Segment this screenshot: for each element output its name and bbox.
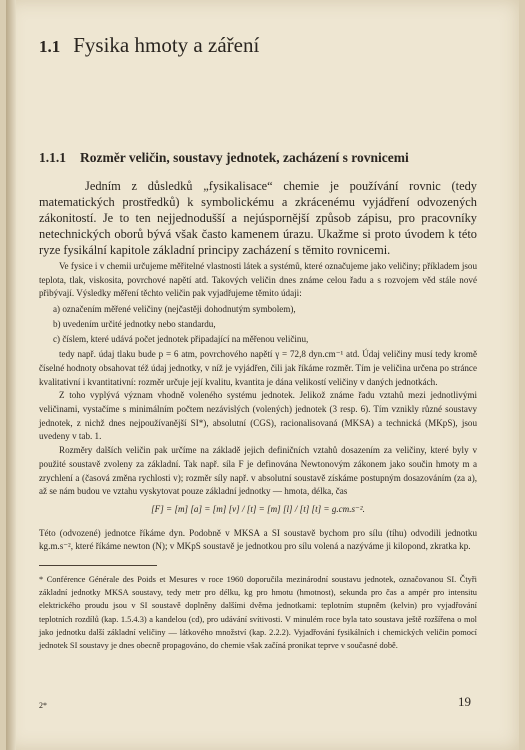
section-number: 1.1.1 xyxy=(39,150,66,165)
main-text xyxy=(39,260,477,554)
chapter-title: Fysika hmoty a záření xyxy=(73,33,260,57)
signature-mark: 2* xyxy=(39,701,47,710)
footnote-rule xyxy=(39,565,157,566)
page-spine-shadow xyxy=(6,0,16,750)
book-page xyxy=(6,0,519,750)
footnote-text: * Conférence Générale des Poids et Mesures v roce 1960 doporučila mezinárodní soustavu jednotek, označovanou SI. Čtyři základní jednotky MKSA soustavy, tedy metr pro délku, kg pro hmotu (hmotnost), sekunda pro čas a ampér pro intensitu elektrického proudu jsou v SI soustavě doplněny dalšími dvěma jednotkami: teplotním stupněm (kelvin) pro vyjadřování teplotních rozdílů (kap. 1.5.4.3) a kandelou (cd), pro udávání svítivosti. V minulém roce byla tato soustava ještě rozšířena o mol jako jednotku další základní veličiny — látkového množství (kap. 2.2.2). Vyjadřování fysikálních i chemických veličin pomocí jednotek SI soustavy je dnes obecně propagováno, do chemie však začíná pronikat teprve v současné době. xyxy=(39,575,477,651)
paragraph-dyn: Této (odvozené) jednotce říkáme dyn. Podobně v MKSA a SI soustavě bychom pro sílu (tíhu) odvodili jednotku kg.m.s⁻², které říkáme newton (N); v MKpS soustavě je jednotkou pro sílu volená a nazýváme ji kilopond, zkratka kp. xyxy=(39,527,477,552)
paragraph-derived-units: Rozměry dalších veličin pak určíme na základě jejich definičních vztahů dosazením za veličiny, které byly v použité soustavě zvoleny za základní. Tak např. síla F je definována Newtonovým zákonem jako součin hmoty m a zrychlení a (časová změna rychlosti v); rozměr síly např. v absolutní soustavě získáme postupným dosazováním (za a), až se nám budou ve vztahu vyskytovat pouze základní jednotky — hmota, délka, čas xyxy=(39,445,477,497)
list-item: a) označením měřené veličiny (nejčastěji dohodnutým symbolem), xyxy=(53,304,296,315)
section-heading xyxy=(39,150,409,166)
footnote xyxy=(39,573,477,652)
intro-paragraph: Jedním z důsledků „fysikalisace“ chemie je používání rovnic (tedy matematických prostředků) k symbolickému a zkrácenému vyjádření odvozených zákonitostí. Je to ten nejjednodušší a nejúspornější způsob zápisu, pro pracovníky netechnických oborů bývá však často kamenem úrazu. Ukažme si proto úvodem k této ryze fysikální kapitole základní principy zacházení s těmito rovnicemi. xyxy=(39,179,477,257)
measurement-list xyxy=(39,303,477,346)
chapter-heading xyxy=(39,33,259,58)
paragraph-unit-systems: Z toho vyplývá význam vhodně voleného systému jednotek. Jelikož známe řadu vztahů mezi jednotlivými veličinami, vystačíme s minimálním počtem nezávislých (volených) jednotek (3 resp. 6). Tím vznikly různé soustavy jednotek, z nichž dnes nejpoužívanější SI*), absolutní (CGS), racionalisovaná (MKSA) a technická (MKpS), jsou uvedeny v tab. 1. xyxy=(39,390,477,442)
intro-block xyxy=(39,178,477,258)
paragraph-quantities: Ve fysice i v chemii určujeme měřitelné vlastnosti látek a systémů, které označujeme jako veličiny; příkladem jsou teplota, tlak, viskosita, povrchové napětí atd. Takových veličin dnes známe celou řadu a s rozvojem věd stále nové přibývají. Výsledky měření těchto veličin pak vyjadřujeme těmito údaji: xyxy=(39,261,477,299)
section-title: Rozměr veličin, soustavy jednotek, zacházení s rovnicemi xyxy=(80,150,409,165)
force-formula: [F] = [m] [a] = [m] [v] / [t] = [m] [l] / [t] [t] = g.cm.s⁻². xyxy=(151,503,365,514)
list-item: c) číslem, které udává počet jednotek připadající na měřenou veličinu, xyxy=(53,333,309,344)
page-number: 19 xyxy=(458,694,471,709)
paragraph-dimension: tedy např. údaj tlaku bude p = 6 atm, povrchového napětí γ = 72,8 dyn.cm⁻¹ atd. Údaj veličiny musí tedy kromě číselné hodnoty obsahovat též údaj jednotky, v níž je vyjádřen, čili jak říkáme rozměr. Tím je veličina určena po stránce kvalitativní i kvantitativní: rozměr určuje její kvalitu, kvantita je dána velikostí veličiny v daných jednotkách. xyxy=(39,349,477,387)
chapter-number: 1.1 xyxy=(39,37,61,56)
list-item: b) uvedením určité jednotky nebo standardu, xyxy=(53,318,216,329)
